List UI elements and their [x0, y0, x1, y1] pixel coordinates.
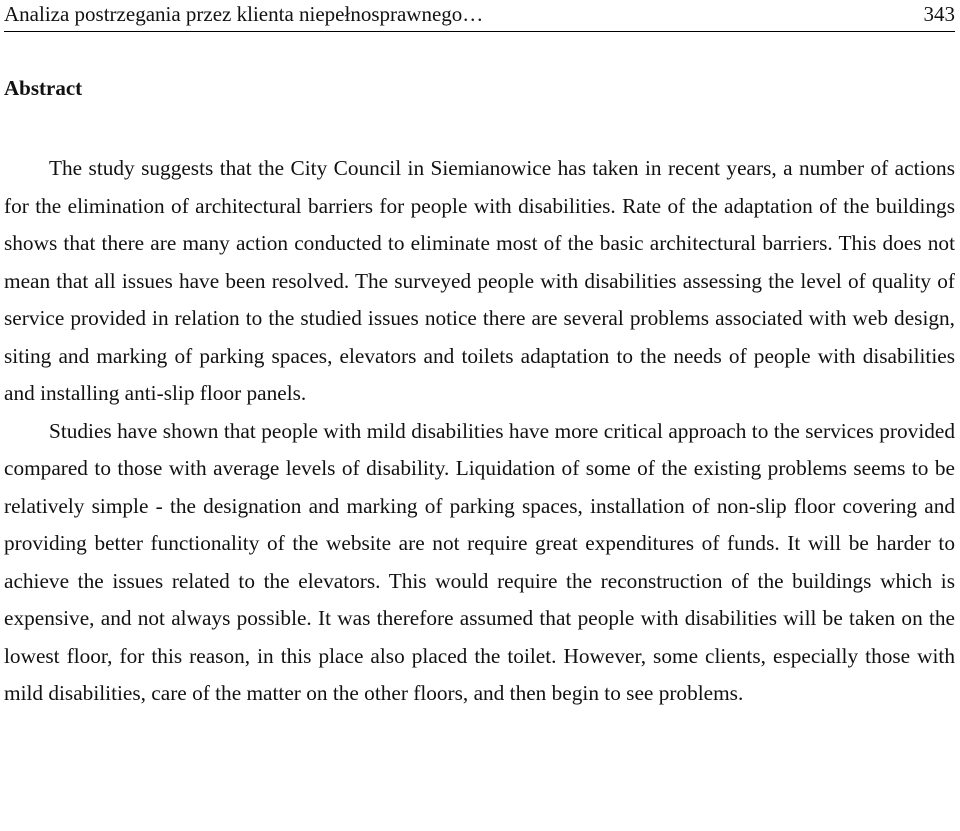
abstract-body: [4, 150, 955, 713]
abstract-heading: Abstract: [4, 76, 83, 100]
abstract-paragraph: The study suggests that the City Council in Siemianowice has taken in recent years, a number of actions for the elimination of architectural barriers for people with disabilities. Rate of the adaptation of the buildings shows that there are many action conducted to eliminate most of the basic architectural barriers. This does not mean that all issues have been resolved. The surveyed people with disabilities assessing the level of quality of service provided in relation to the studied issues notice there are several problems associated with web design, siting and marking of parking spaces, elevators and toilets adaptation to the needs of people with disabilities and installing anti-slip floor panels.: [4, 156, 955, 405]
running-title: Analiza postrzegania przez klienta niepełnosprawnego…: [4, 2, 484, 26]
running-header: [4, 0, 955, 32]
page-number: 343: [923, 2, 955, 26]
abstract-paragraph: Studies have shown that people with mild disabilities have more critical approach to the services provided compared to those with average levels of disability. Liquidation of some of the existing problems seems to be relatively simple - the designation and marking of parking spaces, installation of non-slip floor covering and providing better functionality of the website are not require great expenditures of funds. It will be harder to achieve the issues related to the elevators. This would require the reconstruction of the buildings which is expensive, and not always possible. It was therefore assumed that people with disabilities will be taken on the lowest floor, for this reason, in this place also placed the toilet. However, some clients, especially those with mild disabilities, care of the matter on the other floors, and then begin to see problems.: [4, 418, 955, 705]
page: [4, 0, 955, 713]
